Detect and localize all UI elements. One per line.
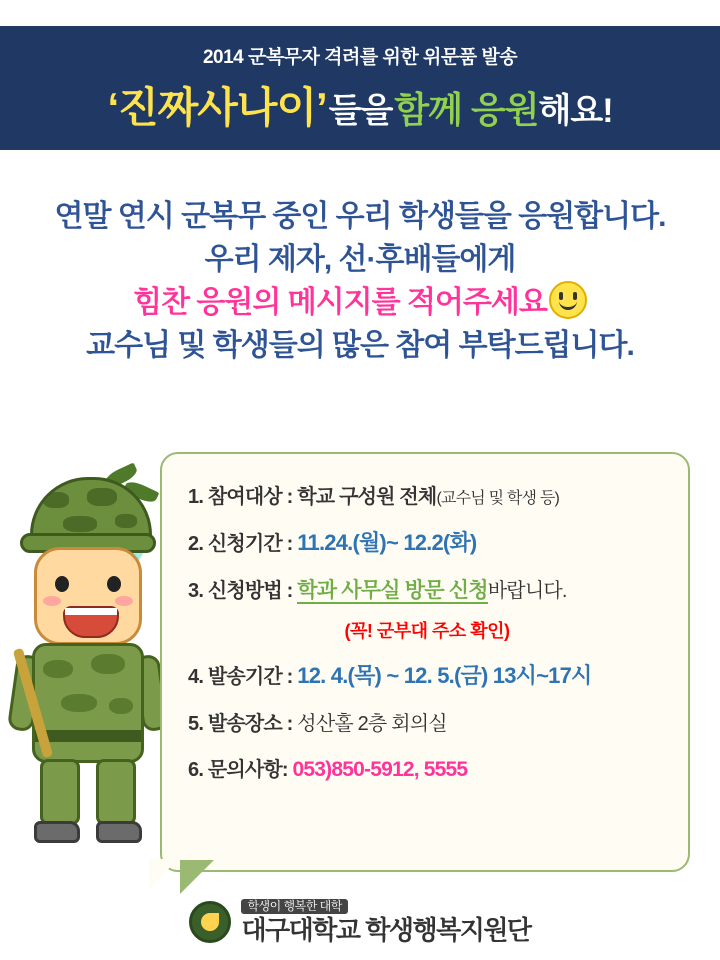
detail-item-1-label: 1. 참여대상 : 학교 구성원 전체 — [188, 486, 437, 508]
footer-text-block — [241, 899, 530, 944]
detail-item-6-value: 053)850-5912, 5555 — [292, 758, 468, 781]
detail-item-3-note: (꼭! 군부대 주소 확인) — [344, 621, 510, 641]
header-title-white-tail: 해요! — [538, 91, 613, 130]
footer-tagline: 학생이 행복한 대학 — [241, 899, 347, 914]
detail-item-3-label: 3. 신청방법 : — [188, 580, 298, 602]
cheek-right — [115, 596, 133, 606]
footer-logo — [0, 899, 720, 944]
leg-right — [96, 759, 136, 825]
mouth-shape — [63, 606, 119, 638]
boot-left — [34, 821, 80, 843]
soldier-character-illustration — [8, 455, 168, 875]
leg-left — [40, 759, 80, 825]
detail-item-5-label: 5. 발송장소 : — [188, 713, 298, 735]
belt-shape — [35, 730, 141, 742]
face-shape — [34, 547, 142, 645]
header-title-green: 함께 응원 — [394, 88, 539, 130]
eye-right — [107, 576, 121, 592]
intro-block — [0, 196, 720, 367]
detail-item-4-label: 4. 발송기간 : — [188, 666, 298, 688]
header-title-white: 들을 — [328, 91, 393, 130]
intro-line-3 — [0, 281, 720, 325]
detail-item-3-value: 학과 사무실 방문 신청 — [297, 579, 488, 602]
detail-item-3 — [188, 574, 666, 604]
details-speech-bubble — [160, 452, 690, 872]
detail-item-5-value: 성산홀 2층 회의실 — [297, 713, 447, 735]
detail-item-2-label: 2. 신청기간 : — [188, 533, 298, 555]
header-title — [107, 75, 612, 135]
smiley-face-icon — [549, 281, 587, 319]
eye-left — [55, 576, 69, 592]
detail-item-2-value: 11.24.(월)~ 12.2(화) — [297, 530, 477, 555]
detail-item-2 — [188, 526, 666, 557]
detail-item-5 — [188, 707, 666, 736]
detail-item-4-value: 12. 4.(목) ~ 12. 5.(금) 13시~17시 — [297, 663, 592, 688]
header-title-quote: ‘진짜사나이’ — [107, 83, 327, 131]
header-subtitle: 2014 군복무자 격려를 위한 위문품 발송 — [202, 46, 518, 68]
university-emblem-icon — [189, 901, 231, 943]
header-banner — [0, 26, 720, 150]
cheek-left — [43, 596, 61, 606]
intro-line-1: 연말 연시 군복무 중인 우리 학생들을 응원합니다. — [54, 200, 666, 233]
boot-right — [96, 821, 142, 843]
intro-line-2: 우리 제자, 선·후배들에게 — [204, 242, 516, 276]
intro-line-4: 교수님 및 학생들의 많은 참여 부탁드립니다. — [86, 328, 634, 362]
detail-item-1-paren: (교수님 및 학생 등) — [436, 490, 560, 507]
detail-item-6 — [188, 753, 666, 782]
footer-organization: 대구대학교 학생행복지원단 — [241, 914, 531, 945]
speech-bubble-tail — [180, 860, 214, 894]
detail-item-4 — [188, 659, 666, 690]
intro-line-3-text: 힘찬 응원의 메시지를 적어주세요 — [133, 286, 547, 320]
detail-item-3-tail: 바랍니다. — [487, 580, 567, 602]
detail-item-6-label: 6. 문의사항: — [188, 759, 293, 781]
detail-item-1 — [188, 480, 666, 509]
